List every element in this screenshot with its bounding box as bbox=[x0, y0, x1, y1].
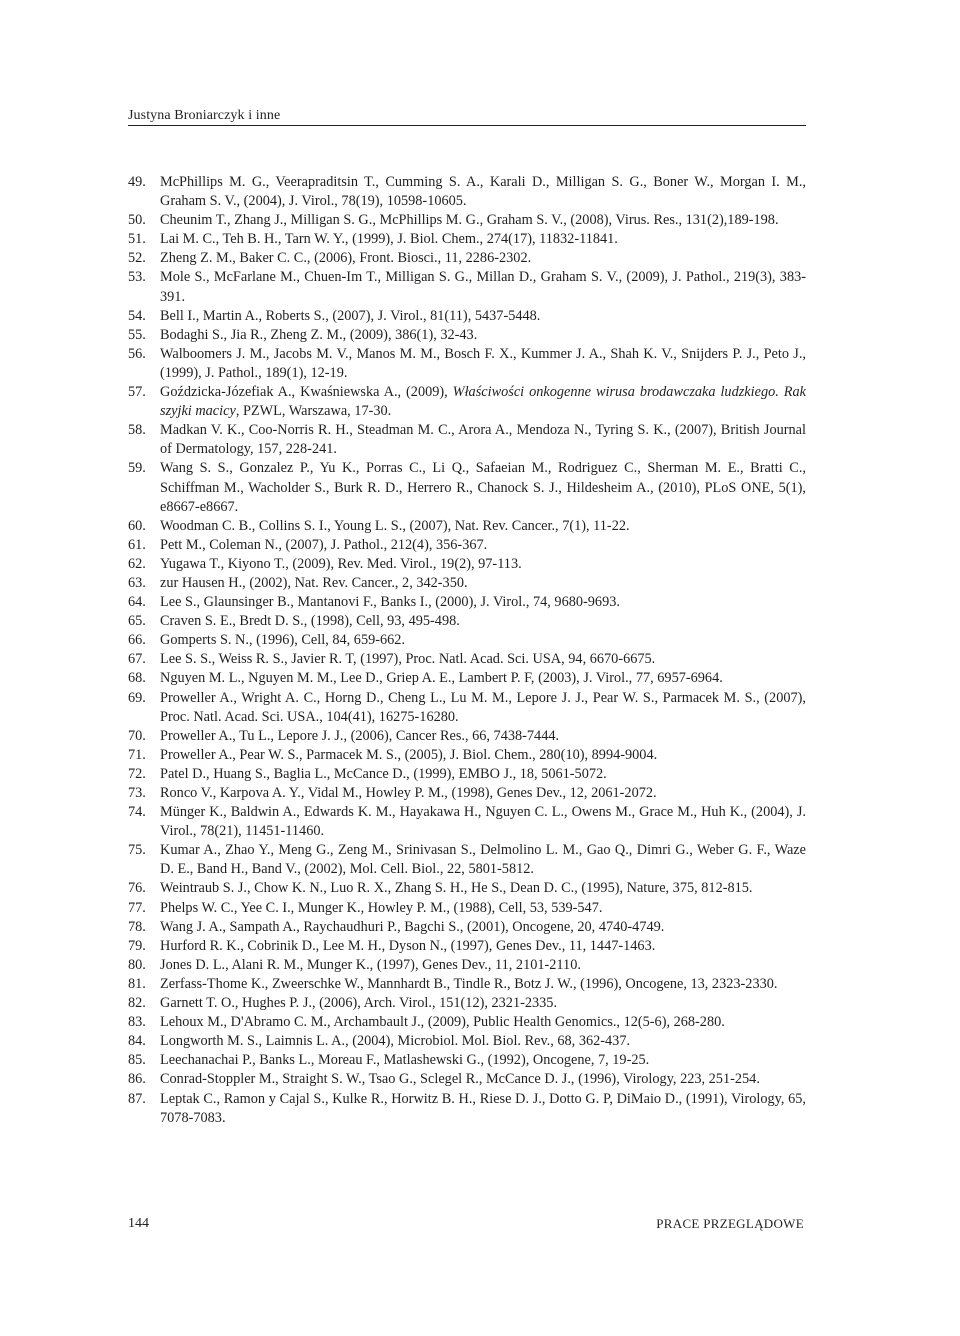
reference-text bbox=[160, 383, 806, 421]
reference-text-segment: Cheunim T., Zhang J., Milligan S. G., McPhillips M. G., Graham S. V., (2008), Virus. Res., 131(2),189-198. bbox=[160, 212, 779, 229]
reference-item bbox=[128, 230, 806, 249]
reference-number: 66. bbox=[128, 632, 146, 649]
reference-text-segment: Phelps W. C., Yee C. I., Munger K., Howley P. M., (1988), Cell, 53, 539-547. bbox=[160, 899, 603, 916]
reference-text bbox=[160, 1090, 806, 1128]
reference-text-segment: Goździcka-Józefiak A., Kwaśniewska A., (2009), bbox=[160, 384, 453, 401]
reference-number: 54. bbox=[128, 307, 146, 324]
reference-item bbox=[128, 249, 806, 268]
reference-number: 62. bbox=[128, 555, 146, 572]
reference-text-segment: Proweller A., Pear W. S., Parmacek M. S., (2005), J. Biol. Chem., 280(10), 8994-9004. bbox=[160, 746, 658, 763]
reference-item bbox=[128, 574, 806, 593]
reference-number: 86. bbox=[128, 1071, 146, 1088]
reference-number: 61. bbox=[128, 536, 146, 553]
reference-item bbox=[128, 727, 806, 746]
reference-text bbox=[160, 326, 806, 345]
reference-text bbox=[160, 307, 806, 326]
reference-item bbox=[128, 536, 806, 555]
reference-item bbox=[128, 555, 806, 574]
reference-text-segment: Walboomers J. M., Jacobs M. V., Manos M. M., Bosch F. X., Kummer J. A., Shah K. V., Snijders P. J., Peto J., (1999), J. Pathol., 189(1), 12-19. bbox=[160, 345, 806, 381]
reference-number: 73. bbox=[128, 785, 146, 801]
reference-item bbox=[128, 841, 806, 879]
reference-text bbox=[160, 1032, 806, 1051]
reference-item bbox=[128, 173, 806, 211]
reference-text-segment: Garnett T. O., Hughes P. J., (2006), Arch. Virol., 151(12), 2321-2335. bbox=[160, 995, 558, 1012]
reference-text-segment: Lee S., Glaunsinger B., Mantanovi F., Banks I., (2000), J. Virol., 74, 9680-9693. bbox=[160, 594, 620, 611]
reference-number: 60. bbox=[128, 517, 146, 534]
reference-text bbox=[160, 746, 806, 765]
reference-number: 77. bbox=[128, 899, 146, 916]
reference-text bbox=[160, 669, 806, 688]
reference-text bbox=[160, 631, 806, 650]
reference-text-segment: Leptak C., Ramon y Cajal S., Kulke R., Horwitz B. H., Riese D. J., Dotto G. P, DiMaio D., (1991), Virology, 65, 7078-7083. bbox=[160, 1090, 806, 1126]
reference-number: 51. bbox=[128, 231, 146, 248]
reference-item bbox=[128, 803, 806, 841]
reference-number: 87. bbox=[128, 1090, 146, 1107]
reference-text bbox=[160, 268, 806, 306]
reference-text bbox=[160, 1013, 806, 1032]
reference-text bbox=[160, 1051, 806, 1070]
reference-text-segment: Ronco V., Karpova A. Y., Vidal M., Howley P. M., (1998), Genes Dev., 12, 2061-2072. bbox=[160, 785, 657, 801]
reference-text-segment: Gomperts S. N., (1996), Cell, 84, 659-662. bbox=[160, 632, 406, 649]
reference-item bbox=[128, 326, 806, 345]
reference-text bbox=[160, 173, 806, 211]
reference-text bbox=[160, 555, 806, 574]
reference-text-segment: Lai M. C., Teh B. H., Tarn W. Y., (1999), J. Biol. Chem., 274(17), 11832-11841. bbox=[160, 231, 618, 248]
reference-text bbox=[160, 650, 806, 669]
reference-number: 64. bbox=[128, 594, 146, 611]
reference-text-segment: Kumar A., Zhao Y., Meng G., Zeng M., Srinivasan S., Delmolino L. M., Gao Q., Dimri G., Weber G. F., Waze D. E., Band H., Band V., (2002), Mol. Cell. Biol., 22, 5801-5812. bbox=[160, 842, 806, 878]
reference-text bbox=[160, 689, 806, 727]
reference-number: 72. bbox=[128, 765, 146, 782]
reference-text-segment: Bell I., Martin A., Roberts S., (2007), J. Virol., 81(11), 5437-5448. bbox=[160, 307, 541, 324]
reference-item bbox=[128, 650, 806, 669]
reference-item bbox=[128, 975, 806, 994]
header-rule bbox=[128, 125, 806, 126]
reference-number: 53. bbox=[128, 269, 146, 286]
reference-text bbox=[160, 574, 806, 593]
reference-text-segment: Lehoux M., D'Abramo C. M., Archambault J., (2009), Public Health Genomics., 12(5-6), 268-280. bbox=[160, 1014, 725, 1031]
reference-number: 80. bbox=[128, 956, 146, 973]
reference-item bbox=[128, 211, 806, 230]
reference-item bbox=[128, 345, 806, 383]
reference-number: 76. bbox=[128, 880, 146, 897]
reference-item bbox=[128, 631, 806, 650]
reference-text-segment: McPhillips M. G., Veerapraditsin T., Cumming S. A., Karali D., Milligan S. G., Boner W., Morgan I. M., Graham S. V., (2004), J. Virol., 78(19), 10598-10605. bbox=[160, 174, 806, 210]
reference-number: 69. bbox=[128, 689, 146, 706]
reference-item bbox=[128, 517, 806, 536]
reference-text-segment: zur Hausen H., (2002), Nat. Rev. Cancer., 2, 342-350. bbox=[160, 574, 468, 591]
reference-text bbox=[160, 994, 806, 1013]
reference-number: 78. bbox=[128, 918, 146, 935]
reference-item bbox=[128, 593, 806, 612]
reference-text-segment: Madkan V. K., Coo-Norris R. H., Steadman M. C., Arora A., Mendoza N., Tyring S. K., (2007), British Journal of Dermatology, 157, 228-241. bbox=[160, 422, 806, 458]
reference-item bbox=[128, 765, 806, 784]
reference-text bbox=[160, 421, 806, 459]
reference-text bbox=[160, 956, 806, 975]
reference-number: 50. bbox=[128, 212, 146, 229]
reference-item bbox=[128, 307, 806, 326]
reference-text-segment: Mole S., McFarlane M., Chuen-Im T., Milligan S. G., Millan D., Graham S. V., (2009), J. Pathol., 219(3), 383-391. bbox=[160, 269, 806, 305]
reference-text bbox=[160, 784, 806, 803]
reference-title-italic: Właściwości onkogenne wirusa brodawczaka ludzkiego. Rak szyjki macicy bbox=[160, 384, 806, 420]
reference-item bbox=[128, 669, 806, 688]
reference-number: 59. bbox=[128, 460, 146, 477]
reference-text-segment: Zerfass-Thome K., Zweerschke W., Mannhardt B., Tindle R., Botz J. W., (1996), Oncogene, 13, 2323-2330. bbox=[160, 975, 778, 992]
running-head: Justyna Broniarczyk i inne bbox=[128, 108, 281, 123]
reference-item bbox=[128, 689, 806, 727]
reference-text-segment: Leechanachai P., Banks L., Moreau F., Matlashewski G., (1992), Oncogene, 7, 19-25. bbox=[160, 1052, 650, 1069]
reference-number: 67. bbox=[128, 651, 146, 668]
reference-text bbox=[160, 975, 806, 994]
reference-item bbox=[128, 612, 806, 631]
reference-item bbox=[128, 1013, 806, 1032]
reference-text bbox=[160, 612, 806, 631]
reference-text bbox=[160, 211, 806, 230]
reference-text-segment: Pett M., Coleman N., (2007), J. Pathol., 212(4), 356-367. bbox=[160, 536, 488, 553]
reference-text bbox=[160, 517, 806, 536]
reference-number: 85. bbox=[128, 1052, 146, 1069]
reference-text-segment: Proweller A., Wright A. C., Horng D., Cheng L., Lu M. M., Lepore J. J., Pear W. S., Parmacek M. S., (2007), Proc. Natl. Acad. Sci. USA., 104(41), 16275-16280. bbox=[160, 689, 806, 725]
reference-item bbox=[128, 956, 806, 975]
reference-number: 79. bbox=[128, 937, 146, 954]
reference-item bbox=[128, 459, 806, 516]
reference-number: 71. bbox=[128, 746, 146, 763]
reference-number: 70. bbox=[128, 727, 146, 744]
reference-item bbox=[128, 937, 806, 956]
reference-text bbox=[160, 345, 806, 383]
reference-text bbox=[160, 765, 806, 784]
reference-text-segment: Yugawa T., Kiyono T., (2009), Rev. Med. Virol., 19(2), 97-113. bbox=[160, 555, 522, 572]
reference-text bbox=[160, 803, 806, 841]
reference-text-segment: Woodman C. B., Collins S. I., Young L. S., (2007), Nat. Rev. Cancer., 7(1), 11-22. bbox=[160, 517, 630, 534]
reference-number: 56. bbox=[128, 345, 146, 362]
reference-text-segment: Zheng Z. M., Baker C. C., (2006), Front. Biosci., 11, 2286-2302. bbox=[160, 250, 532, 267]
reference-text-segment: Münger K., Baldwin A., Edwards K. M., Hayakawa H., Nguyen C. L., Owens M., Grace M., Huh K., (2004), J. Virol., 78(21), 11451-11460. bbox=[160, 804, 806, 840]
reference-item bbox=[128, 784, 806, 803]
reference-text bbox=[160, 230, 806, 249]
reference-item bbox=[128, 1090, 806, 1128]
reference-number: 81. bbox=[128, 975, 146, 992]
reference-text bbox=[160, 249, 806, 268]
reference-list bbox=[128, 173, 806, 1128]
reference-text-segment: Weintraub S. J., Chow K. N., Luo R. X., Zhang S. H., He S., Dean D. C., (1995), Nature, 375, 812-815. bbox=[160, 880, 753, 897]
reference-text bbox=[160, 899, 806, 918]
reference-item bbox=[128, 1070, 806, 1089]
reference-text bbox=[160, 536, 806, 555]
reference-item bbox=[128, 268, 806, 306]
reference-item bbox=[128, 899, 806, 918]
reference-item bbox=[128, 383, 806, 421]
reference-item bbox=[128, 994, 806, 1013]
reference-item bbox=[128, 879, 806, 898]
reference-number: 49. bbox=[128, 174, 146, 190]
reference-text bbox=[160, 841, 806, 879]
reference-item bbox=[128, 746, 806, 765]
reference-text bbox=[160, 1070, 806, 1089]
reference-number: 55. bbox=[128, 326, 146, 343]
reference-text-segment: Hurford R. K., Cobrinik D., Lee M. H., Dyson N., (1997), Genes Dev., 11, 1447-1463. bbox=[160, 937, 656, 954]
reference-text bbox=[160, 459, 806, 516]
reference-text-segment: Bodaghi S., Jia R., Zheng Z. M., (2009), 386(1), 32-43. bbox=[160, 326, 478, 343]
reference-number: 74. bbox=[128, 804, 146, 821]
reference-text bbox=[160, 879, 806, 898]
reference-text-segment: Conrad-Stoppler M., Straight S. W., Tsao G., Sclegel R., McCance D. J., (1996), Virology, 223, 251-254. bbox=[160, 1071, 760, 1088]
reference-number: 82. bbox=[128, 995, 146, 1012]
reference-number: 65. bbox=[128, 613, 146, 630]
reference-item bbox=[128, 1051, 806, 1070]
reference-text-segment: Patel D., Huang S., Baglia L., McCance D., (1999), EMBO J., 18, 5061-5072. bbox=[160, 765, 607, 782]
reference-text bbox=[160, 918, 806, 937]
reference-text-segment: Proweller A., Tu L., Lepore J. J., (2006), Cancer Res., 66, 7438-7444. bbox=[160, 727, 560, 744]
reference-text-segment: Craven S. E., Bredt D. S., (1998), Cell, 93, 495-498. bbox=[160, 613, 460, 630]
page-number: 144 bbox=[128, 1216, 149, 1231]
reference-text bbox=[160, 937, 806, 956]
reference-number: 75. bbox=[128, 842, 146, 859]
reference-number: 63. bbox=[128, 574, 146, 591]
reference-number: 58. bbox=[128, 422, 146, 439]
reference-text-segment: Wang J. A., Sampath A., Raychaudhuri P., Bagchi S., (2001), Oncogene, 20, 4740-4749. bbox=[160, 918, 665, 935]
reference-text-segment: Longworth M. S., Laimnis L. A., (2004), Microbiol. Mol. Biol. Rev., 68, 362-437. bbox=[160, 1033, 631, 1050]
reference-number: 52. bbox=[128, 250, 146, 267]
reference-item bbox=[128, 421, 806, 459]
reference-text bbox=[160, 727, 806, 746]
journal-section-name: PRACE PRZEGLĄDOWE bbox=[656, 1216, 804, 1231]
reference-text bbox=[160, 593, 806, 612]
reference-number: 84. bbox=[128, 1033, 146, 1050]
reference-number: 68. bbox=[128, 670, 146, 687]
reference-text-segment: Wang S. S., Gonzalez P., Yu K., Porras C., Li Q., Safaeian M., Rodriguez C., Sherman M. E., Bratti C., Schiffman M., Wacholder S., Burk R. D., Herrero R., Chanock S. J., Hildesheim A., (2010), PLoS ONE, 5(1), e8667-e8667. bbox=[160, 460, 806, 515]
reference-item bbox=[128, 918, 806, 937]
reference-item bbox=[128, 1032, 806, 1051]
reference-text-segment: Jones D. L., Alani R. M., Munger K., (1997), Genes Dev., 11, 2101-2110. bbox=[160, 956, 581, 973]
reference-text-segment: , PZWL, Warszawa, 17-30. bbox=[235, 403, 392, 420]
reference-text-segment: Nguyen M. L., Nguyen M. M., Lee D., Griep A. E., Lambert P. F, (2003), J. Virol., 77, 6957-6964. bbox=[160, 670, 723, 687]
reference-number: 57. bbox=[128, 384, 146, 401]
reference-number: 83. bbox=[128, 1014, 146, 1031]
reference-text-segment: Lee S. S., Weiss R. S., Javier R. T, (1997), Proc. Natl. Acad. Sci. USA, 94, 6670-6675. bbox=[160, 651, 656, 668]
